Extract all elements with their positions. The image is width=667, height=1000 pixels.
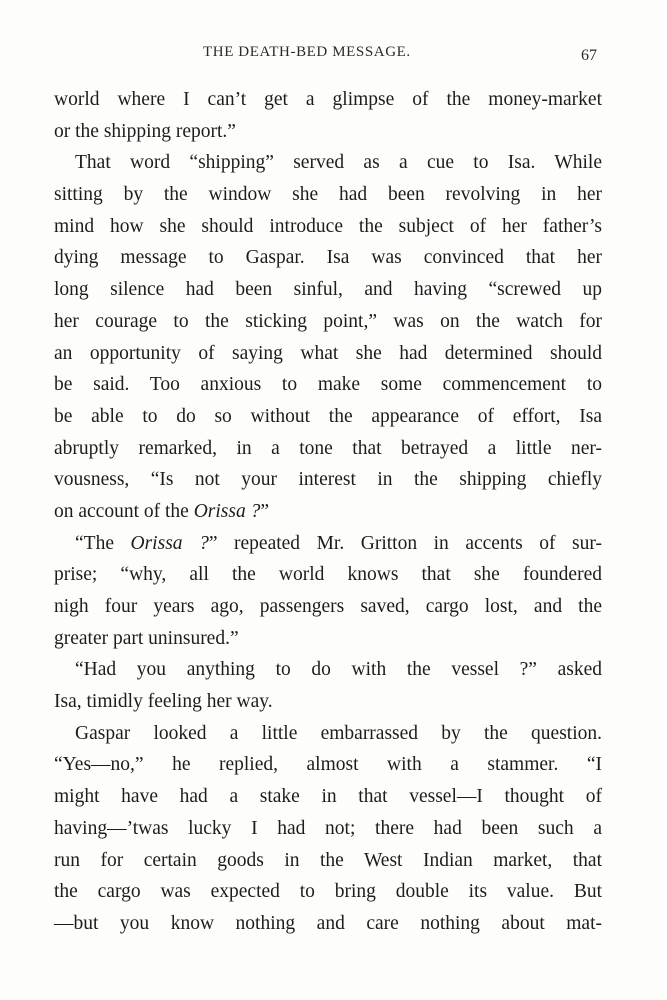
text-line-content: sitting by the window she had been revolving in her bbox=[54, 184, 602, 206]
text-line bbox=[54, 338, 602, 370]
text-line-content: be able to do so without the appearance of effort, Isa bbox=[54, 405, 602, 427]
text-line bbox=[54, 401, 602, 433]
text-line-continuation: ” bbox=[260, 500, 270, 522]
text-line-content: run for certain goods in the West Indian market, that bbox=[54, 849, 602, 871]
text-line-content: prise; “why, all the world knows that she foundered bbox=[54, 564, 602, 586]
text-line-content: an opportunity of saying what she had determined should bbox=[54, 342, 602, 364]
text-line-continuation: ” repeated Mr. Gritton in accents of sur- bbox=[208, 532, 602, 554]
text-line-content: abruptly remarked, in a tone that betrayed a little ner- bbox=[54, 437, 602, 459]
text-line-content: That word “shipping” served as a cue to Isa. While bbox=[75, 152, 602, 174]
text-line bbox=[54, 496, 602, 528]
text-line bbox=[54, 433, 602, 465]
text-line-content: “Yes—no,” he replied, almost with a stammer. “I bbox=[54, 754, 602, 776]
text-line bbox=[54, 369, 602, 401]
text-line bbox=[54, 306, 602, 338]
text-line-content: “Had you anything to do with the vessel ?” asked bbox=[75, 659, 602, 681]
ship-name: Orissa ? bbox=[130, 532, 209, 554]
text-line bbox=[54, 116, 602, 148]
text-line bbox=[54, 845, 602, 877]
text-line bbox=[54, 528, 602, 560]
text-line-content: be said. Too anxious to make some commencement to bbox=[54, 374, 602, 396]
text-line-content: mind how she should introduce the subject of her father’s bbox=[54, 215, 602, 237]
running-head bbox=[0, 44, 667, 68]
text-line-content: —but you know nothing and care nothing about mat- bbox=[54, 912, 602, 934]
text-line-content: greater part uninsured.” bbox=[54, 627, 239, 649]
text-line bbox=[54, 147, 602, 179]
text-line-content: on account of the bbox=[54, 500, 194, 522]
text-line-content: long silence had been sinful, and having “screwed up bbox=[54, 279, 602, 301]
text-line bbox=[54, 654, 602, 686]
text-line bbox=[54, 464, 602, 496]
text-line-content: vousness, “Is not your interest in the shipping chiefly bbox=[54, 469, 602, 491]
text-line-content: or the shipping report.” bbox=[54, 120, 236, 142]
text-line bbox=[54, 718, 602, 750]
text-line bbox=[54, 781, 602, 813]
text-line-content: might have had a stake in that vessel—I thought of bbox=[54, 786, 602, 808]
text-line bbox=[54, 242, 602, 274]
text-line-content: her courage to the sticking point,” was on the watch for bbox=[54, 310, 602, 332]
text-line bbox=[54, 591, 602, 623]
text-line bbox=[54, 84, 602, 116]
text-line-content: nigh four years ago, passengers saved, cargo lost, and the bbox=[54, 596, 602, 617]
text-line-content: having—’twas lucky I had not; there had been such a bbox=[54, 817, 602, 839]
text-line bbox=[54, 559, 602, 591]
text-line bbox=[54, 211, 602, 243]
text-line bbox=[54, 274, 602, 306]
text-line bbox=[54, 813, 602, 845]
text-line-content: world where I can’t get a glimpse of the money-market bbox=[54, 89, 602, 110]
text-line bbox=[54, 179, 602, 211]
text-line-content: Gaspar looked a little embarrassed by the question. bbox=[75, 722, 602, 744]
text-line-content: dying message to Gaspar. Isa was convinced that her bbox=[54, 247, 602, 269]
text-line-content: the cargo was expected to bring double its value. But bbox=[54, 881, 602, 903]
text-line bbox=[54, 876, 602, 908]
text-line bbox=[54, 908, 602, 940]
text-line-content: “The bbox=[75, 532, 131, 554]
text-line bbox=[54, 749, 602, 781]
chapter-running-title: THE DEATH-BED MESSAGE. bbox=[203, 44, 411, 60]
ship-name: Orissa ? bbox=[193, 500, 261, 522]
page-number: 67 bbox=[581, 47, 597, 64]
text-line-content: Isa, timidly feeling her way. bbox=[54, 691, 273, 713]
body-text bbox=[54, 84, 602, 940]
text-line bbox=[54, 623, 602, 655]
text-line bbox=[54, 686, 602, 718]
